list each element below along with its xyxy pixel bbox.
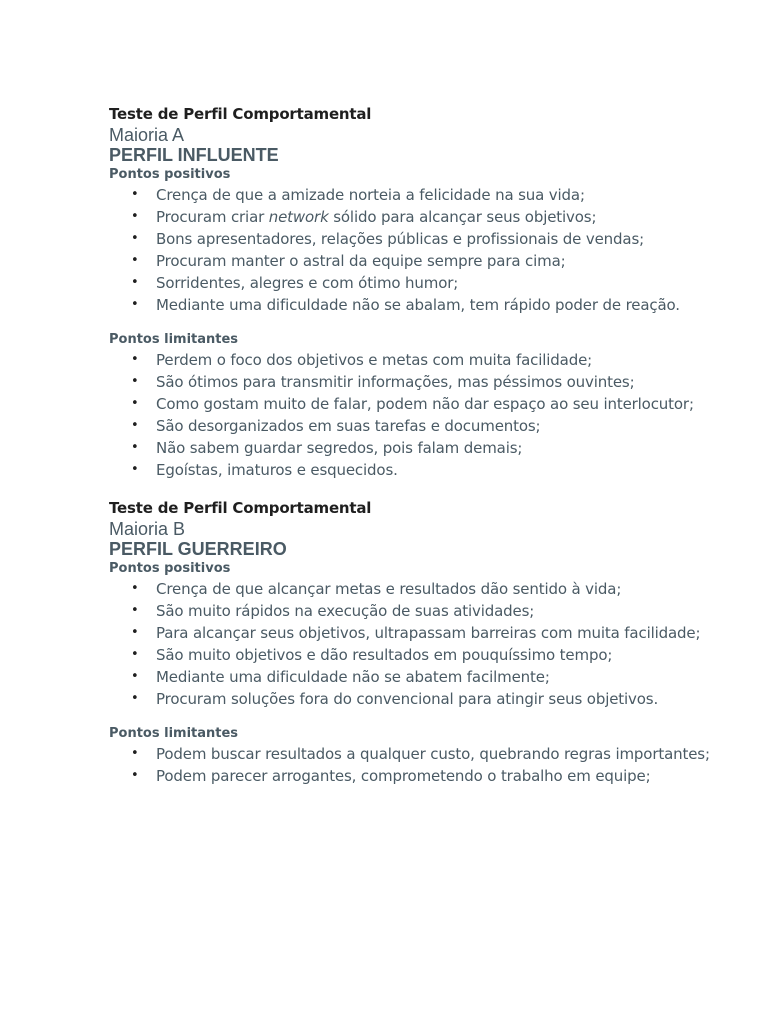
list-item-text: São muito rápidos na execução de suas atividades;	[156, 602, 535, 620]
bullet-icon: •	[131, 253, 139, 268]
list-item-text: Podem parecer arrogantes, comprometendo o trabalho em equipe;	[156, 767, 651, 785]
section-title: Teste de Perfil Comportamental	[109, 105, 372, 123]
limiting-points-list	[109, 349, 729, 481]
list-item-text: Sorridentes, alegres e com ótimo humor;	[156, 274, 459, 292]
bullet-icon: •	[131, 581, 139, 596]
list-item-text: Procuram soluções fora do convencional para atingir seus objetivos.	[156, 690, 659, 708]
list-item-text: Bons apresentadores, relações públicas e profissionais de vendas;	[156, 230, 645, 248]
list-item-text: Crença de que a amizade norteia a felicidade na sua vida;	[156, 186, 585, 204]
list-item-text: Para alcançar seus objetivos, ultrapassam barreiras com muita facilidade;	[156, 624, 701, 642]
list-item	[109, 294, 729, 316]
list-item-text: Podem buscar resultados a qualquer custo, quebrando regras importantes;	[156, 745, 710, 763]
list-item	[109, 600, 729, 622]
limiting-points-list	[109, 743, 729, 787]
bullet-icon: •	[131, 231, 139, 246]
list-item	[109, 250, 729, 272]
list-item-text: Perdem o foco dos objetivos e metas com muita facilidade;	[156, 351, 593, 369]
bullet-icon: •	[131, 746, 139, 761]
bullet-icon: •	[131, 691, 139, 706]
list-item	[109, 349, 729, 371]
bullet-icon: •	[131, 209, 139, 224]
list-item-text: Como gostam muito de falar, podem não dar espaço ao seu interlocutor;	[156, 395, 694, 413]
list-item-text: Procuram manter o astral da equipe sempre para cima;	[156, 252, 566, 270]
list-item-text: Crença de que alcançar metas e resultados dão sentido à vida;	[156, 580, 622, 598]
list-item-text: Mediante uma dificuldade não se abalam, tem rápido poder de reação.	[156, 296, 680, 314]
bullet-icon: •	[131, 625, 139, 640]
document-page	[109, 104, 729, 787]
bullet-icon: •	[131, 603, 139, 618]
list-item	[109, 666, 729, 688]
list-item	[109, 272, 729, 294]
list-item	[109, 578, 729, 600]
list-item-text: São desorganizados em suas tarefas e documentos;	[156, 417, 541, 435]
list-item	[109, 184, 729, 206]
positive-points-list	[109, 184, 729, 316]
bullet-icon: •	[131, 462, 139, 477]
list-item-text: São muito objetivos e dão resultados em pouquíssimo tempo;	[156, 646, 613, 664]
bullet-icon: •	[131, 669, 139, 684]
positive-points-heading: Pontos positivos	[109, 167, 231, 182]
list-item	[109, 688, 729, 710]
list-item-text: Mediante uma dificuldade não se abatem facilmente;	[156, 668, 550, 686]
bullet-icon: •	[131, 297, 139, 312]
list-item	[109, 371, 729, 393]
maioria-heading: Maioria B	[109, 519, 186, 539]
list-item-text: sólido para alcançar seus objetivos;	[328, 208, 597, 226]
list-item	[109, 622, 729, 644]
list-item	[109, 228, 729, 250]
section-title: Teste de Perfil Comportamental	[109, 499, 372, 517]
bullet-icon: •	[131, 374, 139, 389]
list-item-text: São ótimos para transmitir informações, mas péssimos ouvintes;	[156, 373, 635, 391]
list-item	[109, 765, 729, 787]
list-item-text: Procuram criar	[156, 208, 269, 226]
bullet-icon: •	[131, 352, 139, 367]
profile-heading: PERFIL GUERREIRO	[109, 539, 287, 559]
list-item	[109, 459, 729, 481]
profile-section-b	[109, 498, 729, 787]
list-item	[109, 437, 729, 459]
bullet-icon: •	[131, 768, 139, 783]
bullet-icon: •	[131, 418, 139, 433]
profile-heading: PERFIL INFLUENTE	[109, 145, 279, 165]
list-item-text: Egoístas, imaturos e esquecidos.	[156, 461, 398, 479]
list-item	[109, 393, 729, 415]
maioria-heading: Maioria A	[109, 125, 185, 145]
bullet-icon: •	[131, 647, 139, 662]
list-item	[109, 743, 729, 765]
bullet-icon: •	[131, 440, 139, 455]
profile-section-a	[109, 104, 729, 481]
bullet-icon: •	[131, 396, 139, 411]
positive-points-heading: Pontos positivos	[109, 561, 231, 576]
limiting-points-heading: Pontos limitantes	[109, 726, 239, 741]
list-item	[109, 206, 729, 228]
bullet-icon: •	[131, 187, 139, 202]
positive-points-list	[109, 578, 729, 710]
list-item-text: Não sabem guardar segredos, pois falam demais;	[156, 439, 523, 457]
list-item	[109, 415, 729, 437]
list-item	[109, 644, 729, 666]
bullet-icon: •	[131, 275, 139, 290]
list-item-italic-text: network	[268, 208, 329, 226]
limiting-points-heading: Pontos limitantes	[109, 332, 239, 347]
